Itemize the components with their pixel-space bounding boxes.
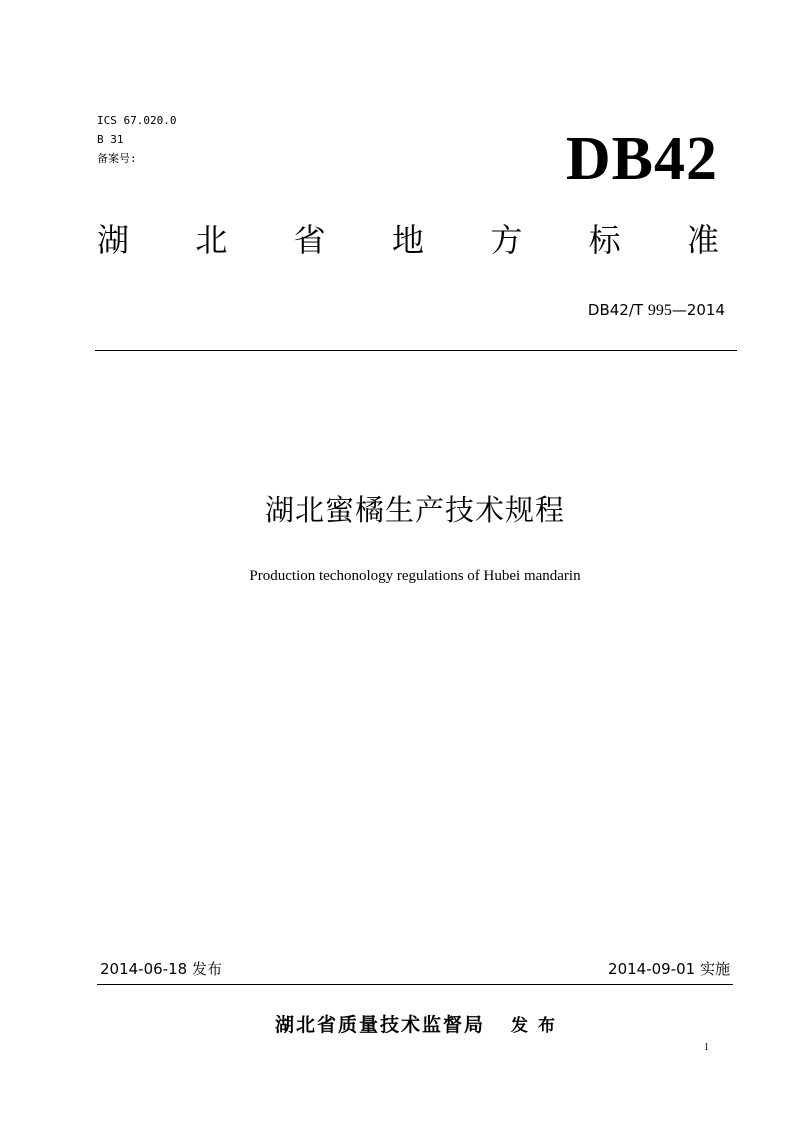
standard-type-char: 北	[195, 221, 228, 259]
issue-date: 2014-06-18 发布	[100, 960, 222, 978]
issue-action: 发布	[511, 1016, 565, 1036]
issuing-agency: 湖北省质量技术监督局	[274, 1014, 485, 1036]
document-subtitle-english: Production techonology regulations of Hubei mandarin	[249, 568, 581, 584]
standard-type-title	[97, 218, 719, 262]
footer-divider	[97, 984, 733, 985]
standard-number-prefix: DB42/T	[587, 301, 648, 319]
standard-number-value: 995	[647, 302, 672, 319]
standard-type-char: 方	[490, 221, 523, 259]
page-number: 1	[704, 1042, 709, 1053]
ics-code: ICS 67.020.0	[97, 114, 177, 127]
effective-date: 2014-09-01 实施	[608, 960, 730, 978]
issuing-agency-line	[0, 1012, 800, 1039]
standard-number	[588, 300, 725, 321]
header-divider	[95, 350, 737, 351]
standard-code-logo: DB42	[565, 125, 718, 193]
document-title: 湖北蜜橘生产技术规程	[264, 493, 565, 527]
standard-type-char: 准	[686, 221, 719, 259]
standard-type-char: 省	[293, 221, 326, 259]
standard-type-char: 地	[391, 221, 424, 259]
ccs-code: B 31	[97, 133, 124, 146]
filing-number-label: 备案号:	[97, 152, 137, 165]
standard-number-year: 2014	[686, 301, 725, 319]
standard-type-char: 标	[588, 221, 621, 259]
standard-type-char: 湖	[97, 221, 130, 259]
standard-number-dash: —	[671, 301, 687, 319]
